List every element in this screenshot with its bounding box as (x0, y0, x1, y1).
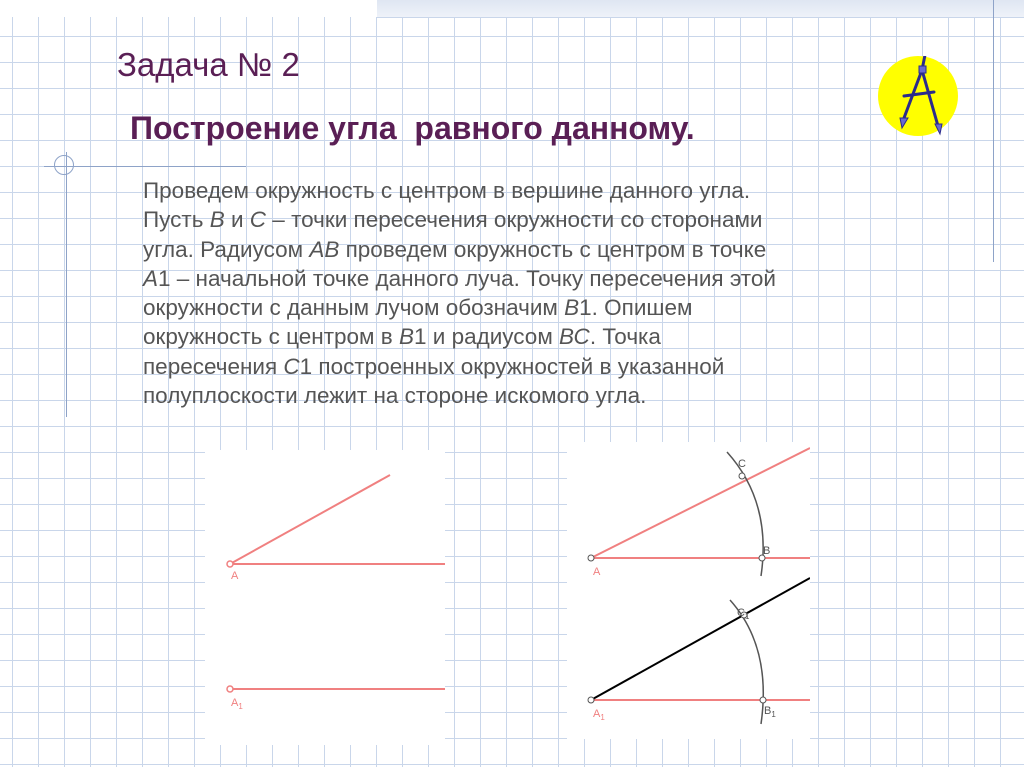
vertex-point-a (588, 555, 594, 561)
body-text-run: 1 и радиусом (414, 324, 560, 350)
header-decoration (377, 0, 1024, 18)
vertex-point-a1 (588, 697, 594, 703)
label-b1: $B_1$ (764, 705, 776, 719)
body-text-run: 1 построенных окружностей в указанной полуплоскости лежит на стороне искомого угла. (143, 353, 725, 409)
body-text (143, 176, 973, 410)
point-c (739, 473, 745, 479)
body-text-italic: АВ (309, 236, 340, 262)
body-text-italic: В (209, 207, 225, 233)
body-text-run: – точки пересечения окружности со сторонами угла. Радиусом (143, 207, 763, 262)
label-b: B (763, 545, 771, 557)
label-a1: $A_1$ (231, 697, 243, 711)
body-text-italic: А (143, 265, 159, 291)
body-text-run: . Точка пересечения (143, 324, 661, 379)
figure-given-angle (205, 450, 445, 745)
margin-line-vertical (66, 152, 67, 417)
ray-constructed (591, 578, 810, 700)
body-text-italic: В (398, 324, 414, 350)
margin-line-horizontal (44, 166, 246, 167)
ray-side-upper (230, 475, 390, 564)
label-c1: $C_1$ (737, 607, 750, 621)
figure-construction (567, 442, 810, 739)
ray-side-upper (591, 448, 810, 558)
body-text-run: Проведем окружность с центром в вершине данного угла. Пусть (143, 178, 751, 233)
vertex-point-a (227, 561, 233, 567)
task-number: Задача № 2 (117, 46, 300, 83)
body-text-italic: С (249, 207, 267, 233)
compass-icon (878, 56, 958, 136)
body-text-italic: ВС (559, 324, 590, 350)
label-a: A (231, 570, 239, 582)
label-a1: $A_1$ (593, 708, 605, 722)
body-text-run: проведем окружность с центром в точке (345, 236, 767, 262)
body-text-run: 1. Опишем окружность с центром в (143, 295, 693, 350)
slide-title: Построение угла равного данному. (130, 110, 695, 146)
point-b1 (760, 697, 766, 703)
vertex-point-a1 (227, 686, 233, 692)
body-text-run: 1 – начальной точке данного луча. Точку пересечения этой окружности с данным лучом обозначим (143, 265, 776, 321)
body-text-run: и (224, 207, 250, 233)
label-c: C (738, 458, 746, 470)
body-text-italic: В (564, 295, 580, 321)
label-a: A (593, 566, 601, 578)
margin-circle (54, 155, 74, 175)
body-text-italic: С (283, 353, 300, 379)
corner-line (993, 0, 994, 262)
